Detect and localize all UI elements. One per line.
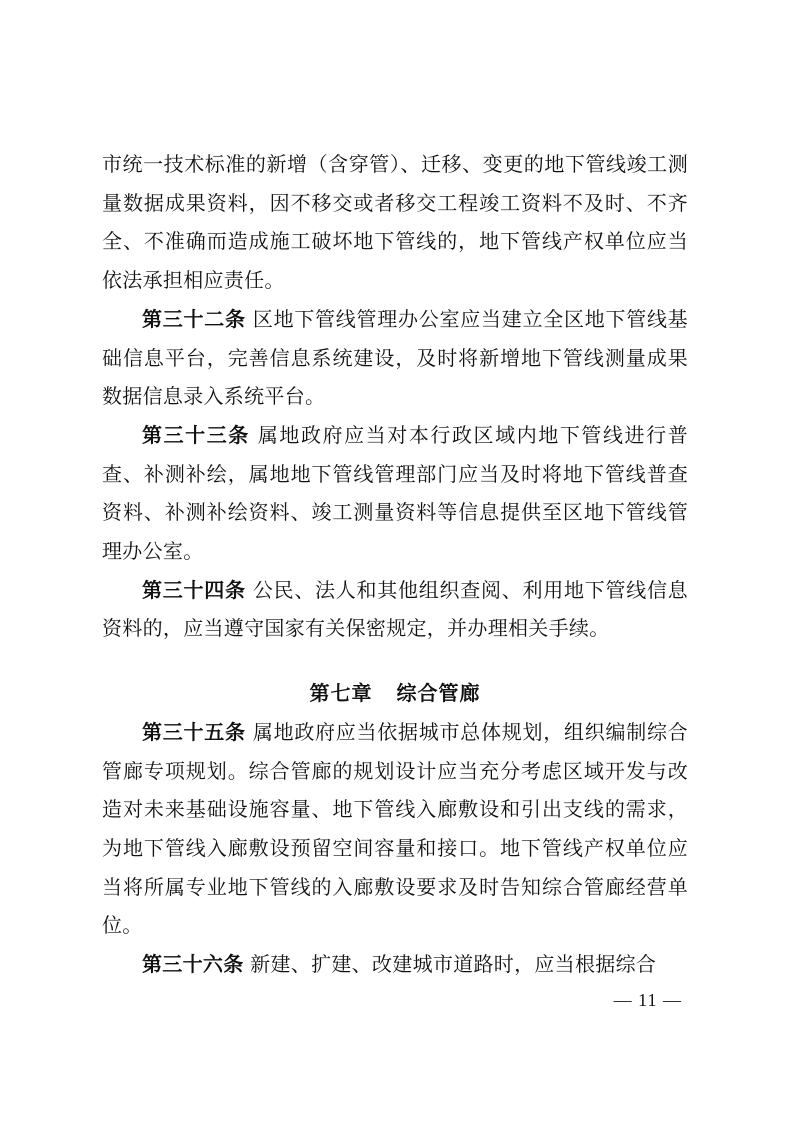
article-text: 属地政府应当对本行政区域内地下管线进行普查、补测补绘，属地地下管线管理部门应当及时将地下管线普查资料、补测补绘资料、竣工测量资料等信息提供至区地下管线管理办公室。	[102, 422, 689, 564]
paragraph-text: 市统一技术标准的新增（含穿管）、迁移、变更的地下管线竣工测量数据成果资料，因不移交或者移交工程竣工资料不及时、不齐全、不准确而造成施工破坏地下管线的，地下管线产权单位应当依法承担相应责任。	[102, 152, 688, 293]
paragraph-continuation	[102, 145, 688, 300]
article-32	[102, 300, 688, 416]
article-33	[102, 416, 688, 571]
chapter-title: 综合管廊	[396, 681, 481, 706]
article-number: 第三十六条	[142, 952, 244, 977]
page-number: — 11 —	[613, 990, 682, 1010]
chapter-heading	[102, 674, 688, 713]
article-number: 第三十四条	[142, 577, 246, 602]
article-text: 属地政府应当依据城市总体规划，组织编制综合管廊专项规划。综合管廊的规划设计应当充分考虑区域开发与改造对未来基础设施容量、地下管线入廊敷设和引出支线的需求，为地下管线入廊敷设预留空间容量和接口。地下管线产权单位应当将所属专业地下管线的入廊敷设要求及时告知综合管廊经营单位。	[102, 719, 688, 938]
article-number: 第三十三条	[142, 422, 250, 447]
article-text: 区地下管线管理办公室应当建立全区地下管线基础信息平台，完善信息系统建设，及时将新增地下管线测量成果数据信息录入系统平台。	[102, 306, 688, 409]
article-36	[102, 945, 688, 984]
article-text: 公民、法人和其他组织查阅、利用地下管线信息资料的，应当遵守国家有关保密规定，并办理相关手续。	[102, 577, 688, 641]
chapter-number: 第七章	[309, 681, 373, 706]
article-34	[102, 571, 688, 648]
document-body	[102, 145, 688, 984]
article-number: 第三十五条	[142, 719, 246, 744]
article-number: 第三十二条	[142, 306, 246, 331]
article-text: 新建、扩建、改建城市道路时，应当根据综合	[250, 952, 657, 977]
article-35	[102, 713, 688, 945]
